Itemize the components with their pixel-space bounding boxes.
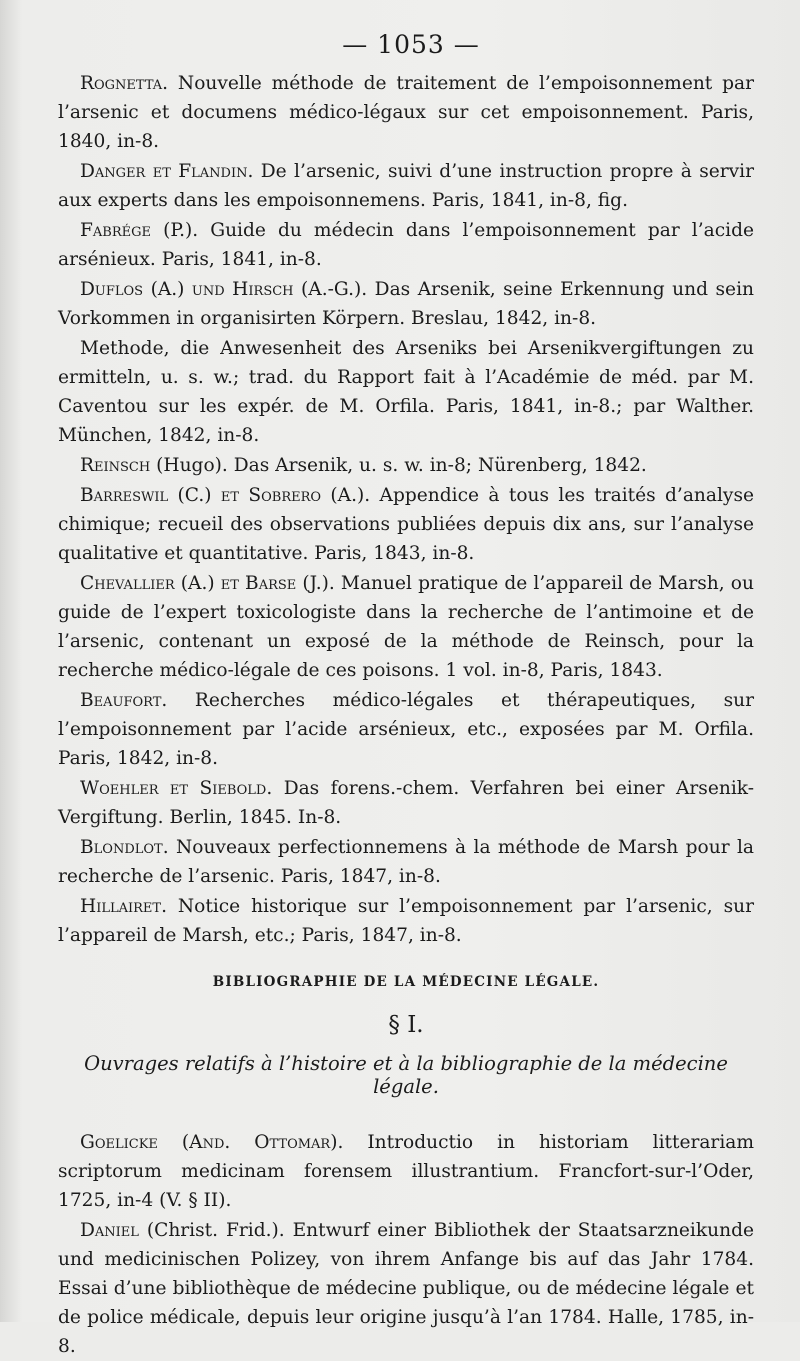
bibliography-entry <box>58 451 754 480</box>
entry-author: Goelicke (And. Ottomar). <box>80 1132 344 1153</box>
entry-text: Appendice à tous les traités d’analyse chimique; recueil des observations publiées depuis dix ans, sur l’analyse qualitative et quantitative. Paris, 1843, in-8. <box>58 485 754 564</box>
bibliography-entry <box>58 1216 754 1361</box>
entry-author: Beaufort. <box>80 690 168 711</box>
entry-author: Woehler et Siebold. <box>80 778 273 799</box>
entry-text: Introductio in historiam litterariam scriptorum medicinam forensem illustrantium. Francfort-sur-l’Oder, 1725, in-4 (V. § II). <box>58 1132 754 1211</box>
section-heading: BIBLIOGRAPHIE DE LA MÉDECINE LÉGALE. <box>212 974 600 990</box>
entry-text: Notice historique sur l’empoisonnement par l’arsenic, sur l’appareil de Marsh, etc.; Paris, 1847, in-8. <box>58 896 754 946</box>
bibliography-entry <box>58 833 754 891</box>
entry-text: De l’arsenic, suivi d’une instruction propre à servir aux experts dans les empoisonnemens. Paris, 1841, in-8, fig. <box>58 161 754 211</box>
bibliography-list-history <box>58 1128 754 1361</box>
entry-text: Nouvelle méthode de traitement de l’empoisonnement par l’arsenic et documens médico-légaux sur cet empoisonnement. Paris, 1840, in-8. <box>58 73 754 152</box>
entry-text: Recherches médico-légales et thérapeutiques, sur l’empoisonnement par l’acide arsénieux, etc., exposées par M. Orfila. Paris, 1842, in-8. <box>58 690 754 769</box>
entry-author: Fabrége (P.). <box>80 220 199 241</box>
bibliography-entry <box>58 481 754 568</box>
bibliography-entry <box>58 157 754 215</box>
entry-text: Guide du médecin dans l’empoisonnement par l’acide arsénieux. Paris, 1841, in-8. <box>58 220 754 270</box>
bibliography-entry <box>58 892 754 950</box>
bibliography-entry <box>58 686 754 773</box>
page-number: — 1053 — <box>342 30 480 59</box>
entry-author: Hillairet. <box>80 896 167 917</box>
entry-author: Rognetta. <box>80 73 169 94</box>
entry-author: Chevallier (A.) et Barse (J.). <box>80 573 335 594</box>
entry-text: Methode, die Anwesenheit des Arseniks bei Arsenikvergiftungen zu ermitteln, u. s. w.; trad. du Rapport fait à l’Académie de méd. par M. Caventou sur les expér. de M. Orfila. Paris, 1841, in-8.; par Walther. München, 1842, in-8. <box>58 338 754 446</box>
entry-text: Manuel pratique de l’appareil de Marsh, ou guide de l’expert toxicologiste dans la recherche de l’antimoine et de l’arsenic, contenant un exposé de la méthode de Reinsch, pour la recherche médico-légale de ces poisons. 1 vol. in-8, Paris, 1843. <box>58 573 754 681</box>
entry-author: Daniel <box>80 1220 139 1241</box>
section-number: § I. <box>388 1012 424 1038</box>
entry-text: Das Arsenik, seine Erkennung und sein Vorkommen in organisirten Körpern. Breslau, 1842, in-8. <box>58 279 754 329</box>
entry-author: Reinsch <box>80 455 151 476</box>
entry-text: (Christ. Frid.). Entwurf einer Bibliothek der Staatsarzneikunde und medicinischen Polizey, von ihrem Anfange bis auf das Jahr 1784. Essai d’une bibliothèque de médecine publique, ou de médecine légale et de police médicale, depuis leur origine jusqu’à l’an 1784. Halle, 1785, in-8. <box>58 1220 754 1357</box>
bibliography-entry <box>58 69 754 156</box>
bibliography-entry <box>58 569 754 685</box>
entry-author: Danger et Flandin. <box>80 161 254 182</box>
bibliography-list-arsenic <box>58 69 754 950</box>
bibliography-entry <box>58 1128 754 1215</box>
entry-author: Blondlot. <box>80 837 169 858</box>
bibliography-entry <box>58 774 754 832</box>
section-subtitle: Ouvrages relatifs à l’histoire et à la bibliographie de la médecine légale. <box>84 1052 728 1098</box>
entry-text: (Hugo). Das Arsenik, u. s. w. in-8; Nürenberg, 1842. <box>150 455 647 476</box>
entry-text: Das forens.-chem. Verfahren bei einer Arsenik-Vergiftung. Berlin, 1845. In-8. <box>58 778 754 828</box>
bibliography-entry <box>58 216 754 274</box>
bibliography-entry <box>58 275 754 333</box>
bibliography-entry <box>58 334 754 450</box>
entry-author: Duflos (A.) und Hirsch (A.-G.). <box>80 279 368 300</box>
entry-author: Barreswil (C.) et Sobrero (A.). <box>80 485 371 506</box>
entry-text: Nouveaux perfectionnemens à la méthode de Marsh pour la recherche de l’arsenic. Paris, 1847, in-8. <box>58 837 754 887</box>
